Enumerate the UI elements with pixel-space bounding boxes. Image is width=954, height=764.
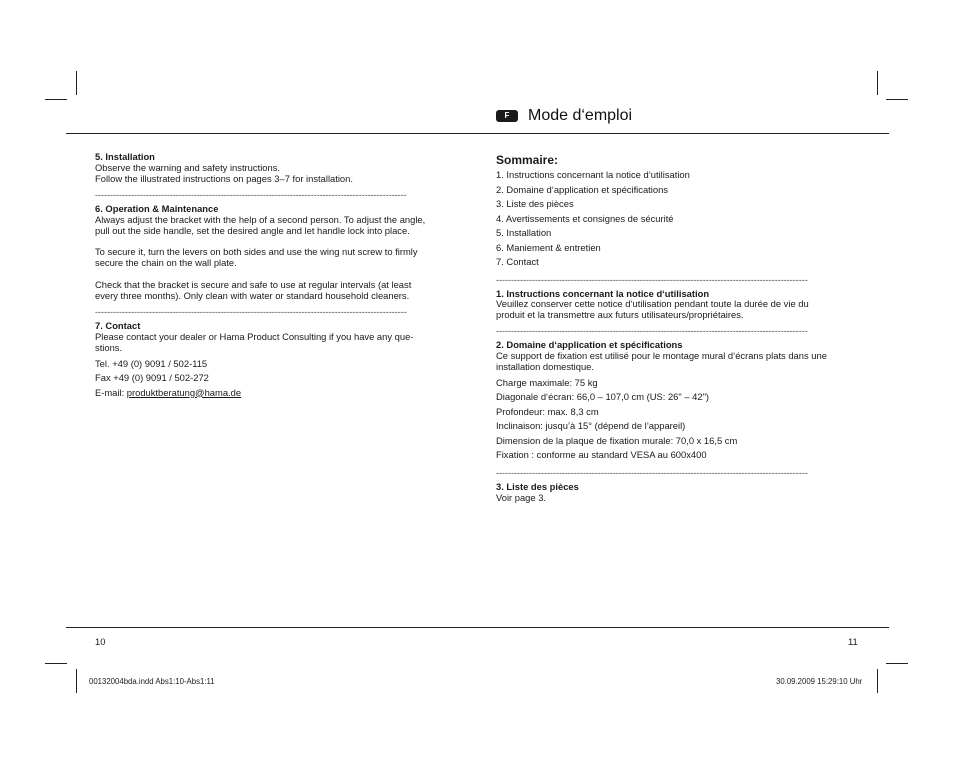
body-text: Check that the bracket is secure and safe to use at regular intervals (at least (95, 279, 412, 291)
page-number-right: 11 (848, 636, 858, 647)
summary-item: 6. Maniement & entretien (496, 241, 601, 253)
phone-number: Tel. +49 (0) 9091 / 502-115 (95, 357, 208, 369)
body-text: every three months). Only clean with water or standard household cleaners. (95, 289, 410, 301)
summary-heading: Sommaire: (496, 153, 559, 167)
right-column (496, 152, 856, 504)
crop-mark (45, 663, 67, 664)
spec-item: Profondeur: max. 8,3 cm (496, 405, 599, 417)
body-text: Observe the warning and safety instructions. (95, 161, 280, 173)
page-number-left: 10 (95, 636, 106, 647)
header-rule (66, 133, 889, 134)
body-text: To secure it, turn the levers on both sides and use the wing nut screw to firmly (95, 246, 418, 258)
crop-mark (877, 669, 878, 693)
body-text: Voir page 3. (496, 491, 547, 503)
crop-mark (877, 71, 878, 95)
print-slug-left: 00132004bda.indd Abs1:10-Abs1:11 (89, 677, 215, 686)
summary-item: 5. Installation (496, 227, 552, 238)
section-heading: 3. Liste des pièces (496, 480, 579, 492)
language-badge: F (496, 110, 518, 122)
summary-item: 4. Avertissements et consignes de sécurité (496, 212, 674, 224)
body-text: Always adjust the bracket with the help of a second person. To adjust the angle, (95, 213, 426, 225)
email-line (95, 386, 460, 401)
page-title: Mode d‘emploi (528, 107, 633, 124)
section-heading: 5. Installation (95, 151, 155, 162)
separator: -------------------------------------------------------------------------------------------------------- (95, 306, 407, 317)
summary-item: 3. Liste des pièces (496, 198, 574, 209)
body-text: secure the chain on the wall plate. (95, 257, 237, 269)
section-heading: 2. Domaine d‘application et spécifications (496, 339, 683, 351)
email-label: E-mail: (95, 386, 127, 398)
section-heading: 6. Operation & Maintenance (95, 202, 219, 214)
crop-mark (76, 71, 77, 95)
spec-item: Fixation : conforme au standard VESA au 600x400 (496, 449, 707, 461)
fax-number: Fax +49 (0) 9091 / 502-272 (95, 372, 209, 384)
body-text: installation domestique. (496, 361, 594, 373)
body-text: produit et la transmettre aux futurs utilisateurs/propriétaires. (496, 309, 744, 321)
body-text: stions. (95, 341, 123, 353)
spec-item: Charge maximale: 75 kg (496, 376, 598, 388)
email-link[interactable]: produktberatung@hama.de (126, 386, 242, 398)
body-text: Please contact your dealer or Hama Product Consulting if you have any que- (95, 330, 414, 342)
body-text: pull out the side handle, set the desired angle and let handle lock into place. (95, 224, 410, 236)
crop-mark (886, 99, 908, 100)
crop-mark (76, 669, 77, 693)
summary-item: 7. Contact (496, 256, 539, 267)
spec-item: Diagonale d‘écran: 66,0 – 107,0 cm (US: 26" – 42") (496, 391, 710, 403)
spec-item: Inclinaison: jusqu’à 15° (dépend de l’appareil) (496, 420, 686, 432)
left-column (95, 152, 460, 400)
body-text: Follow the illustrated instructions on pages 3–7 for installation. (95, 172, 353, 184)
footer-rule (66, 627, 889, 628)
separator: -------------------------------------------------------------------------------------------------------- (496, 467, 808, 478)
crop-mark (886, 663, 908, 664)
summary-item: 2. Domaine d‘application et spécifications (496, 183, 668, 195)
section-heading: 7. Contact (95, 319, 141, 331)
body-text: Ce support de fixation est utilisé pour le montage mural d‘écrans plats dans une (496, 350, 827, 362)
separator: -------------------------------------------------------------------------------------------------------- (496, 274, 808, 285)
separator: -------------------------------------------------------------------------------------------------------- (496, 326, 808, 337)
print-slug-right: 30.09.2009 15:29:10 Uhr (776, 677, 863, 686)
summary-item: 1. Instructions concernant la notice d‘utilisation (496, 169, 690, 180)
crop-mark (45, 99, 67, 100)
section-heading: 1. Instructions concernant la notice d‘utilisation (496, 287, 710, 299)
spec-item: Dimension de la plaque de fixation murale: 70,0 x 16,5 cm (496, 434, 738, 446)
body-text: Veuillez conserver cette notice d‘utilisation pendant toute la durée de vie du (496, 298, 809, 310)
separator: -------------------------------------------------------------------------------------------------------- (95, 189, 407, 200)
